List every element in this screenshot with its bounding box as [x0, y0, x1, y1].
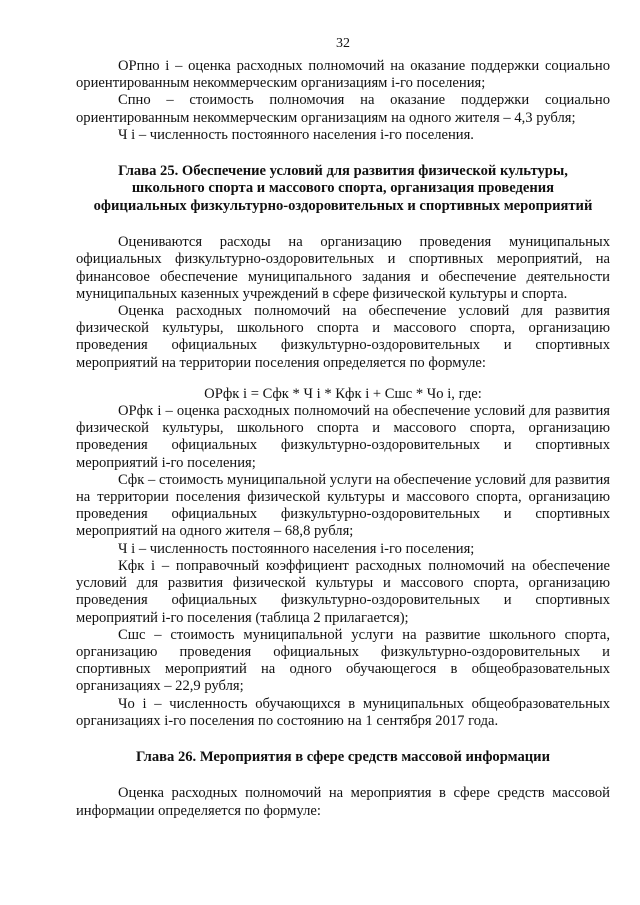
chapter-26-intro-paragraph: Оценка расходных полномочий на мероприятия в сфере средств массовой информации определяется по формуле:: [76, 785, 610, 819]
definition-ch: Ч i – численность постоянного населения i-го поселения.: [118, 126, 474, 143]
definition-orfk: ОРфк i – оценка расходных полномочий на обеспечение условий для развития физической культуры, школьного спорта и массового спорта, организацию проведения официальных физкультурно-оздоровительных и спортивных мероприятий i-го поселения;: [76, 403, 610, 471]
definition-spno: Спно – стоимость полномочия на оказание поддержки социально ориентированным некоммерческим организациям на одного жителя – 4,3 рубля;: [76, 92, 610, 126]
definition-sshs: Сшс – стоимость муниципальной услуги на развитие школьного спорта, организацию проведения официальных физкультурно-оздоровительных и спортивных мероприятий на одного обучающегося в общеобразовательных организациях – 22,9 рубля;: [76, 626, 610, 695]
document-page: [76, 36, 610, 820]
definition-orpno: ОРпно i – оценка расходных полномочий на оказание поддержки социально ориентированным некоммерческим организациям i-го поселения;: [76, 58, 610, 92]
chapter-25-intro-paragraph: Оцениваются расходы на организацию проведения муниципальных официальных физкультурно-оздоровительных и спортивных мероприятий, на финансовое обеспечение муниципального задания и обеспечение деятельности муниципальных казенных учреждений в сфере физической культуры и спорта.: [76, 234, 610, 302]
page-number: 32: [336, 36, 350, 51]
definition-kfk: Кфк i – поправочный коэффициент расходных полномочий на обеспечение условий для развития физической культуры и массового спорта, организацию проведения официальных физкультурно-оздоровительных и спортивных мероприятий i-го поселения (таблица 2 прилагается);: [76, 557, 610, 626]
chapter-26-title: Глава 26. Мероприятия в сфере средств массовой информации: [136, 748, 550, 765]
definition-sfk: Сфк – стоимость муниципальной услуги на обеспечение условий для развития на территории поселения физической культуры и массового спорта, организацию проведения официальных физкультурно-оздоровительных и спортивных мероприятий на одного жителя – 68,8 рубля;: [76, 471, 610, 540]
definition-cho: Чо i – численность обучающихся в муниципальных общеобразовательных организациях i-го поселения по состоянию на 1 сентября 2017 года.: [76, 695, 610, 729]
definition-ch-i: Ч i – численность постоянного населения i-го поселения;: [118, 540, 475, 557]
chapter-25-formula: ОРфк i = Сфк * Ч i * Кфк i + Сшс * Чо i, где:: [204, 385, 482, 402]
chapter-25-formula-intro-paragraph: Оценка расходных полномочий на обеспечение условий для развития физической культуры, школьного спорта и массового спорта, организацию проведения официальных физкультурно-оздоровительных и спортивных мероприятий на территории поселения определяется по формуле:: [76, 303, 610, 371]
chapter-25-title: Глава 25. Обеспечение условий для развития физической культуры, школьного спорта и массового спорта, организация проведения официальных физкультурно-оздоровительных и спортивных мероприятий: [93, 163, 593, 214]
